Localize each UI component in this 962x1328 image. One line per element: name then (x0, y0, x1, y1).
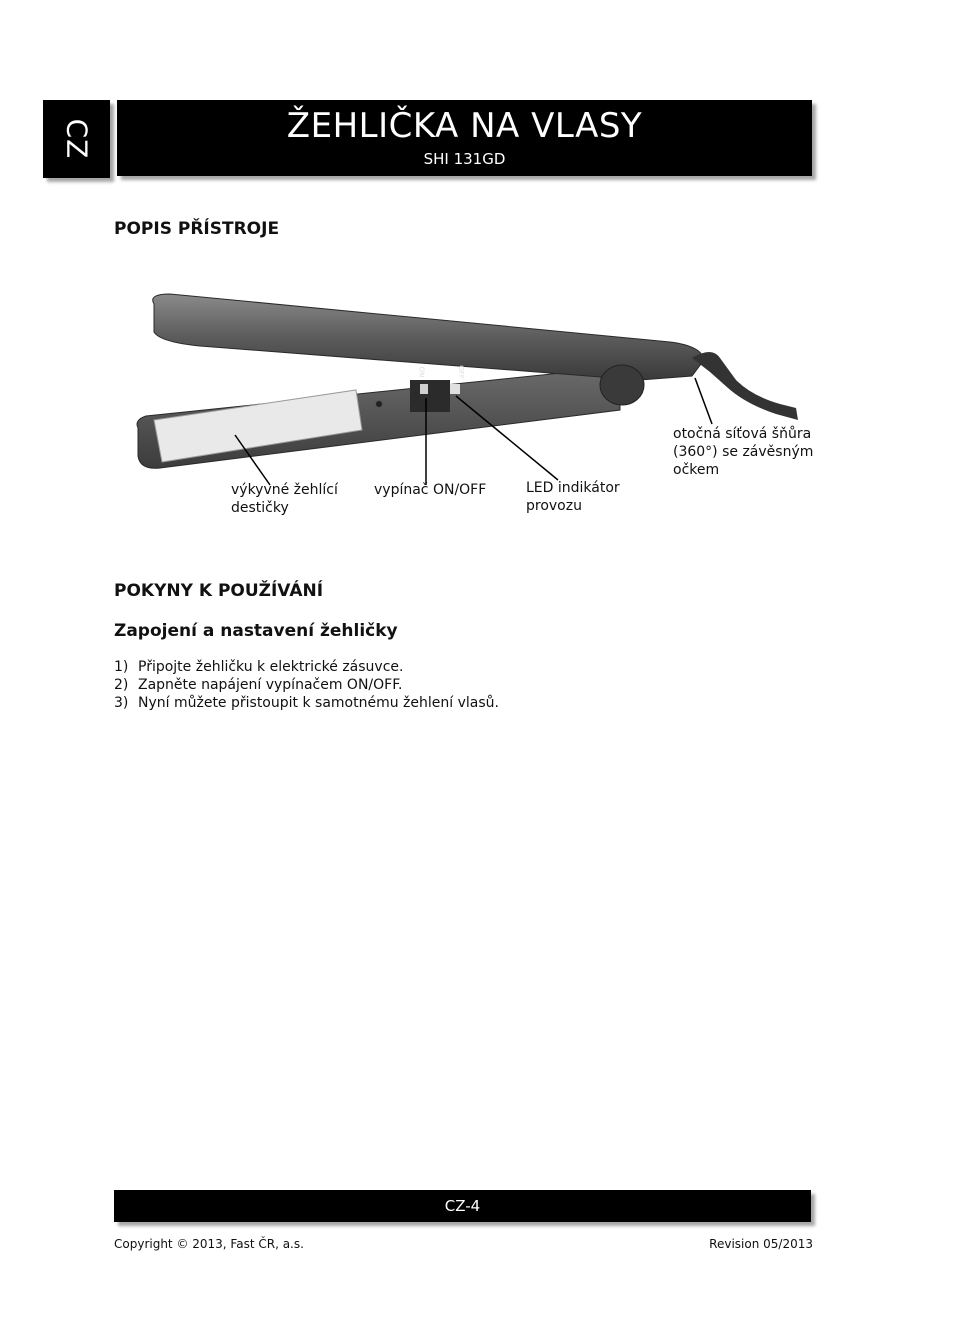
hair-straightener-illustration (120, 280, 840, 540)
page-title: ŽEHLIČKA NA VLASY (286, 106, 643, 146)
callout-led: LED indikátor provozu (526, 480, 620, 514)
revision-text: Revision 05/2013 (709, 1237, 813, 1251)
led-indicator (450, 384, 460, 394)
switch-label-on: ON (417, 366, 426, 378)
model-number: SHI 131GD (423, 150, 506, 168)
hinge-screw (376, 401, 383, 408)
section-title-description: POPIS PŘÍSTROJE (114, 219, 280, 239)
list-item: 3) Nyní můžete přistoupit k samotnému žehlení vlasů. (114, 695, 499, 711)
language-tab (43, 100, 110, 178)
language-code: CZ (60, 118, 93, 160)
product-figure (120, 280, 840, 540)
list-item: 2) Zapněte napájení vypínačem ON/OFF. (114, 677, 403, 693)
callout-cord: otočná síťová šňůra (360°) se závěsným očkem (673, 426, 814, 478)
switch-panel (410, 380, 450, 412)
header-bar (117, 100, 812, 176)
page-number: CZ-4 (444, 1197, 481, 1215)
setup-steps-list (114, 658, 499, 712)
list-item: 1) Připojte žehličku k elektrické zásuvce. (114, 659, 404, 675)
swivel-knob (600, 365, 644, 405)
callout-switch: vypínač ON/OFF (374, 482, 487, 498)
switch-label-off: OFF (456, 365, 465, 379)
power-cord (692, 352, 798, 420)
copyright-text: Copyright © 2013, Fast ČR, a.s. (114, 1237, 304, 1251)
leader-line-cord (695, 378, 712, 424)
on-off-switch (420, 384, 428, 394)
section-subtitle-setup: Zapojení a nastavení žehličky (114, 621, 398, 641)
section-title-usage: POKYNY K POUŽÍVÁNÍ (114, 581, 324, 601)
callout-plates: výkyvné žehlící destičky (231, 482, 338, 516)
footer-bar (114, 1190, 811, 1222)
